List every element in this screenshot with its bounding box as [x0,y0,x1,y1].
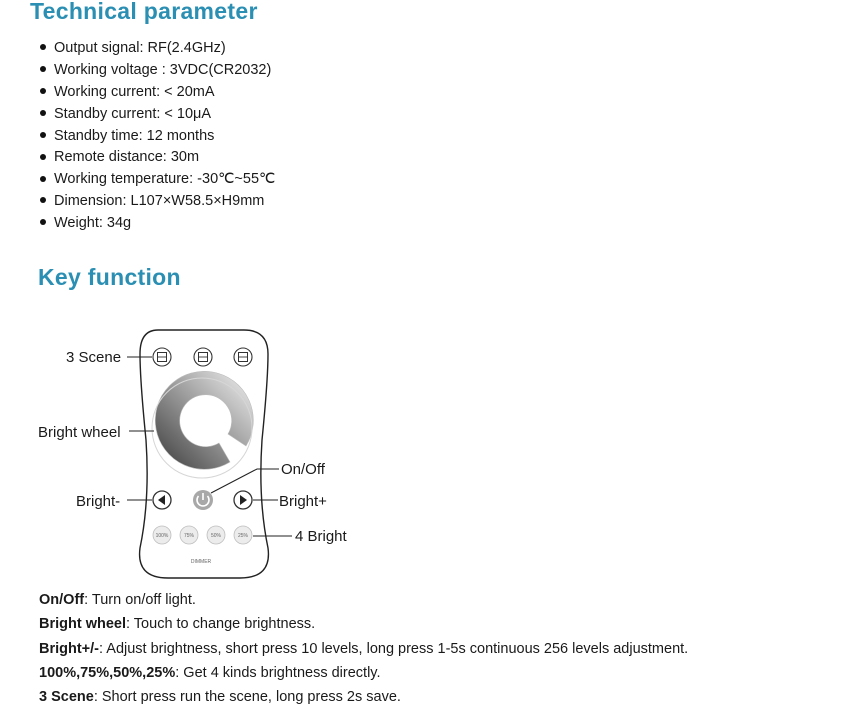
bright-minus-button[interactable] [153,491,171,509]
scene-button-3[interactable] [234,348,252,366]
bullet-icon [40,66,46,72]
description-text: : Short press run the scene, long press 2s save. [93,689,401,706]
spec-text: Remote distance: 30m [54,149,200,166]
preset-button-100[interactable] [153,526,171,544]
spec-item [40,104,275,126]
description-term: 3 Scene [39,689,94,706]
bullet-icon [40,219,46,225]
spec-item [40,126,275,148]
spec-text: Working current: < 20mA [54,83,215,100]
key-descriptions [39,588,688,709]
label-4-bright: 4 Bright [295,528,347,545]
spec-text: Standby current: < 10μA [54,105,212,122]
spec-item [40,191,275,213]
bullet-icon [40,176,46,182]
description-term: On/Off [39,592,85,608]
description-row [39,637,688,661]
bullet-icon [40,154,46,160]
bullet-icon [40,110,46,116]
preset-label: 50% [210,533,222,539]
bullet-icon [40,88,46,94]
spec-text: Working voltage : 3VDC(CR2032) [54,61,272,78]
spec-list [40,38,275,235]
brand-label: DIMMER [190,559,212,565]
spec-text: Standby time: 12 months [54,127,215,144]
spec-item [40,60,275,82]
label-3-scene: 3 Scene [66,349,122,366]
power-button[interactable] [193,490,213,510]
spec-text: Dimension: L107×W58.5×H9mm [54,193,265,210]
label-bright-wheel: Bright wheel [38,424,121,441]
technical-parameter-heading: Technical parameter [30,0,258,24]
bullet-icon [40,44,46,50]
description-term: 100%,75%,50%,25% [39,664,176,681]
remote-diagram [0,300,420,585]
preset-label: 25% [237,533,249,539]
scene-button-1[interactable] [153,348,171,366]
spec-item [40,82,275,104]
spec-text: Output signal: RF(2.4GHz) [54,40,226,56]
spec-text: Working temperature: -30℃~55℃ [54,171,276,188]
spec-item [40,169,275,191]
scene-button-2[interactable] [194,348,212,366]
key-function-heading: Key function [38,264,181,290]
description-text: : Turn on/off light. [84,592,196,608]
description-term: Bright wheel [39,616,127,633]
bullet-icon [40,132,46,138]
description-term: Bright+/- [39,640,100,657]
description-text: : Touch to change brightness. [126,616,316,633]
label-on-off: On/Off [281,461,325,478]
bullet-icon [40,197,46,203]
spec-text: Weight: 34g [54,215,132,232]
spec-item [40,38,275,60]
preset-label: 75% [183,533,195,539]
preset-button-50[interactable] [207,526,225,544]
description-row [39,612,688,636]
description-text: : Get 4 kinds brightness directly. [175,664,381,681]
bright-plus-button[interactable] [234,491,252,509]
preset-label: 100% [155,533,169,539]
spec-item [40,213,275,235]
description-text: : Adjust brightness, short press 10 levels, long press 1-5s continuous 256 levels adjustment. [99,640,689,657]
preset-button-25[interactable] [234,526,252,544]
spec-item [40,147,275,169]
description-row [39,588,688,612]
preset-button-75[interactable] [180,526,198,544]
label-bright-minus: Bright- [76,493,121,510]
label-bright-plus: Bright+ [279,493,327,510]
description-row [39,661,688,685]
description-row [39,685,688,709]
